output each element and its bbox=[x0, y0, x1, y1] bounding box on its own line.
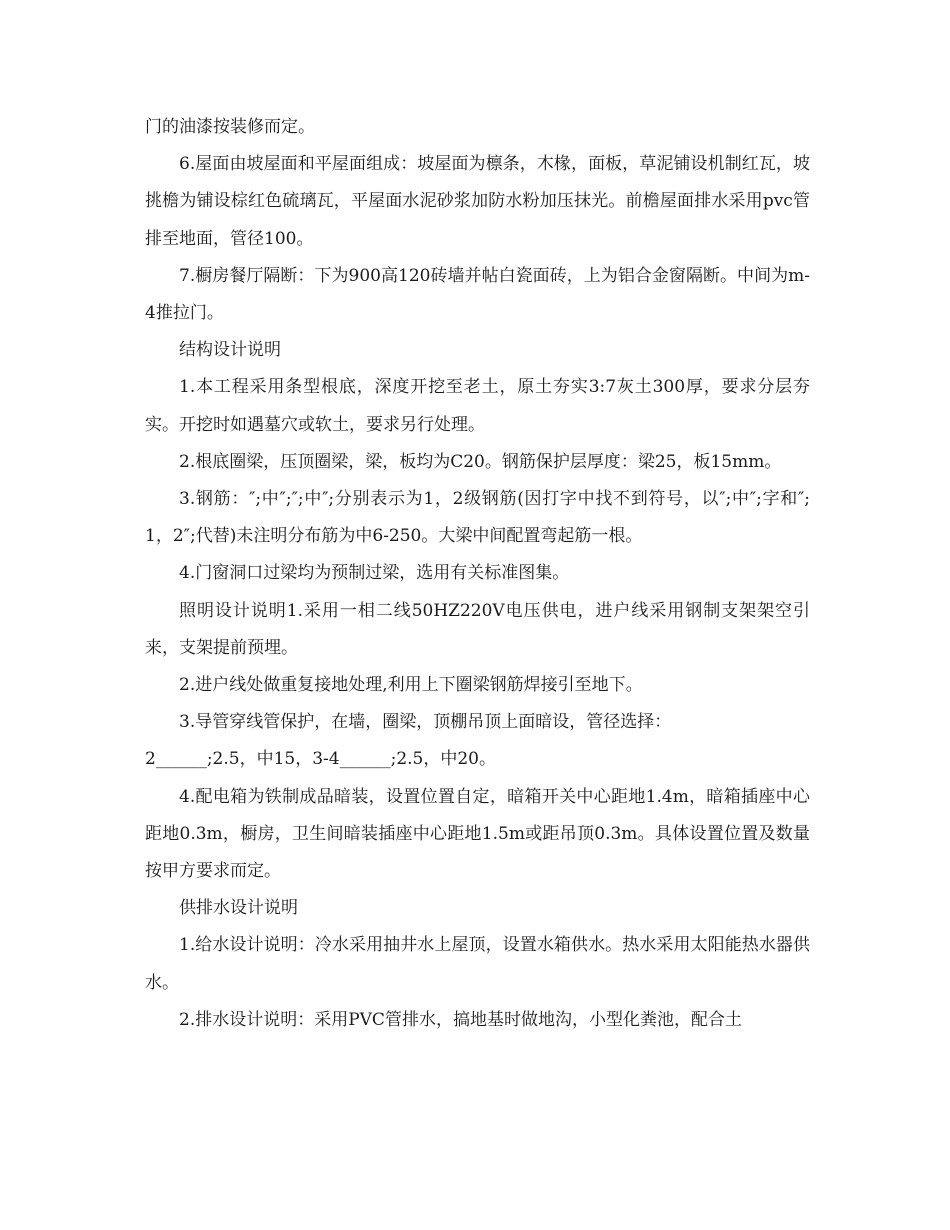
paragraph-kitchen-partition: 7.橱房餐厅隔断：下为900高120砖墙并帖白瓷面砖，上为铝合金窗隔断。中间为m-4推拉门。 bbox=[145, 265, 810, 324]
paragraph-water-supply: 1.给水设计说明：冷水采用抽井水上屋顶，设置水箱供水。热水采用太阳能热水器供水。 bbox=[145, 935, 810, 993]
paragraph-grounding: 2.进户线处做重复接地处理,利用上下圈梁钢筋焊接引至地下。 bbox=[179, 675, 643, 696]
section-heading-plumbing: 供排水设计说明 bbox=[179, 898, 298, 919]
paragraph-lighting-power: 照明设计说明1.采用一相二线50HZ220V电压供电，进户线采用钢制支架架空引来，支架提前预埋。 bbox=[145, 600, 810, 658]
paragraph-conduit: 3.导管穿线管保护，在墙，圈梁，顶棚吊顶上面暗设，管径选择： bbox=[179, 712, 672, 733]
paragraph-ring-beam: 2.根底圈梁，压顶圈梁，梁，板均为C20。钢筋保护层厚度：梁25，板15mm。 bbox=[179, 451, 782, 472]
document-page bbox=[145, 109, 810, 1039]
paragraph-foundation: 1.本工程采用条型根底，深度开挖至老土，原土夯实3:7灰土300厚，要求分层夯实。开挖时如遇墓穴或软土，要求另行处理。 bbox=[145, 377, 810, 435]
paragraph-rebar: 3.钢筋：″;中″;″;中″;分别表示为1，2级钢筋(因打字中找不到符号，以″;中″;字和″;1，2″;代替)未注明分布筋为中6-250。大梁中间配置弯起筋一根。 bbox=[145, 489, 810, 547]
paragraph-distribution-box: 4.配电箱为铁制成品暗装，设置位置自定，暗箱开关中心距地1.4m，暗箱插座中心距地0.3m，橱房，卫生间暗装插座中心距地1.5m或距吊顶0.3m。具体设置位置及数量按甲方要求而定。 bbox=[145, 786, 810, 882]
paragraph-roof-composition: 6.屋面由坡屋面和平屋面组成：坡屋面为檩条，木椽，面板，草泥铺设机制红瓦，坡挑檐为铺设棕红色硫璃瓦，平屋面水泥砂浆加防水粉加压抹光。前檐屋面排水采用pvc管排至地面，管径100。 bbox=[145, 154, 810, 249]
paragraph-drainage: 2.排水设计说明：采用PVC管排水，搞地基时做地沟，小型化粪池，配合土 bbox=[179, 1009, 742, 1030]
paragraph-conduit-sizes: 2______;2.5，中15，3-4______;2.5，中20。 bbox=[145, 749, 496, 770]
section-heading-structure: 结构设计说明 bbox=[179, 340, 281, 361]
paragraph-lintel: 4.门窗洞口过梁均为预制过梁，选用有关标准图集。 bbox=[179, 563, 570, 584]
paragraph-door-paint: 门的油漆按装修而定。 bbox=[145, 117, 315, 137]
